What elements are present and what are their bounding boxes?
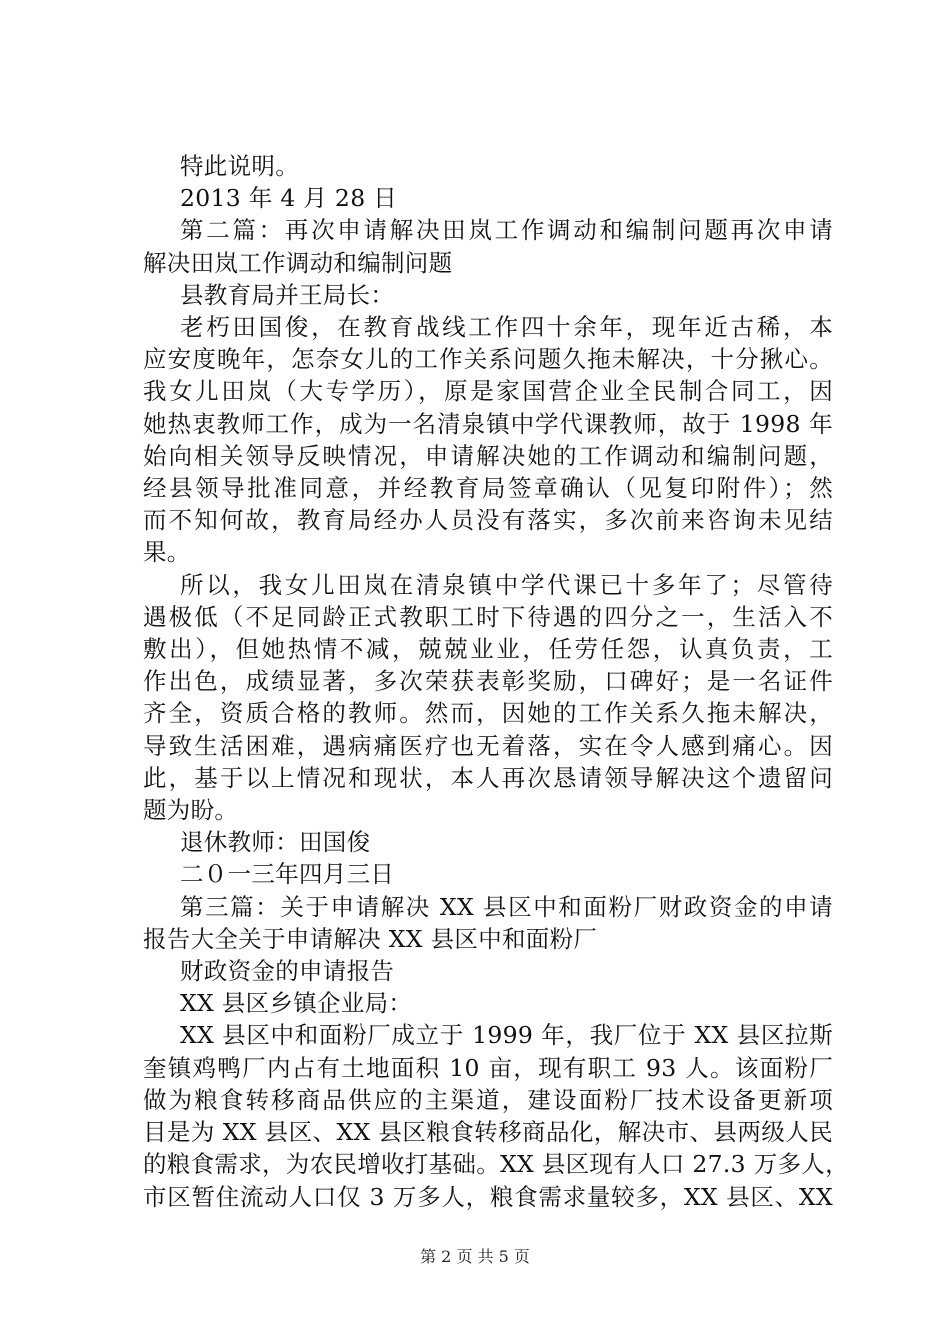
text-line: 应安度晚年，怎奈女儿的工作关系问题久拖未解决，十分揪心。 — [143, 345, 833, 374]
text-line: 经县领导批准同意，并经教育局签章确认（见复印附件）；然 — [143, 474, 833, 503]
text-line: 作出色，成绩显著，多次荣获表彰奖励，口碑好；是一名证件 — [143, 667, 833, 696]
text-line: 她热衷教师工作，成为一名清泉镇中学代课教师，故于 1998 年 — [143, 409, 833, 438]
text-line: 奎镇鸡鸭厂内占有土地面积 10 亩，现有职工 93 人。该面粉厂 — [143, 1053, 833, 1082]
text-line: 我女儿田岚（大专学历），原是家国营企业全民制合同工，因 — [143, 377, 833, 406]
document-body — [143, 150, 849, 1213]
text-line: 报告大全关于申请解决 XX 县区中和面粉厂 — [143, 924, 598, 953]
text-line: XX 县区乡镇企业局： — [180, 989, 413, 1018]
text-line: 目是为 XX 县区、XX 县区粮食转移商品化，解决市、县两级人民 — [143, 1118, 833, 1147]
text-line: 特此说明。 — [180, 152, 299, 180]
text-line: 第二篇：再次申请解决田岚工作调动和编制问题再次申请 — [180, 216, 833, 245]
text-line: 始向相关领导反映情况，申请解决她的工作调动和编制问题， — [143, 441, 833, 470]
text-line: 市区暂住流动人口仅 3 万多人，粮食需求量较多，XX 县区、XX — [143, 1182, 833, 1211]
text-line: 2013 年 4 月 28 日 — [180, 184, 398, 213]
text-line: XX 县区中和面粉厂成立于 1999 年，我厂位于 XX 县区拉斯 — [180, 1021, 833, 1050]
text-line: 而不知何故，教育局经办人员没有落实，多次前来咨询未见结 — [143, 506, 833, 535]
text-line: 老朽田国俊，在教育战线工作四十余年，现年近古稀，本 — [180, 313, 833, 342]
text-line: 第三篇：关于申请解决 XX 县区中和面粉厂财政资金的申请 — [180, 892, 833, 921]
text-line: 题为盼。 — [143, 796, 239, 825]
text-line: 果。 — [143, 538, 191, 567]
text-line: 二０一三年四月三日 — [180, 860, 395, 889]
text-line: 财政资金的申请报告 — [180, 957, 395, 986]
text-line: 遇极低（不足同龄正式教职工时下待遇的四分之一，生活入不 — [143, 602, 833, 631]
text-line: 此，基于以上情况和现状，本人再次恳请领导解决这个遗留问 — [143, 763, 833, 792]
text-line: 县教育局并王局长： — [180, 280, 395, 309]
text-line: 的粮食需求，为农民增收打基础。XX 县区现有人口 27.3 万多人， — [143, 1150, 849, 1179]
text-line: 所以，我女儿田岚在清泉镇中学代课已十多年了；尽管待 — [180, 570, 833, 599]
text-line: 敷出），但她热情不减，兢兢业业，任劳任怨，认真负责，工 — [143, 635, 833, 664]
text-line: 退休教师：田国俊 — [180, 828, 371, 857]
text-line: 齐全，资质合格的教师。然而，因她的工作关系久拖未解决， — [143, 699, 833, 728]
text-line: 解决田岚工作调动和编制问题 — [143, 248, 453, 277]
page-number-footer: 第 2 页 共 5 页 — [420, 1247, 530, 1266]
text-line: 做为粮食转移商品供应的主渠道，建设面粉厂技术设备更新项 — [143, 1085, 833, 1114]
text-line: 导致生活困难，遇病痛医疗也无着落，实在令人感到痛心。因 — [143, 731, 833, 760]
